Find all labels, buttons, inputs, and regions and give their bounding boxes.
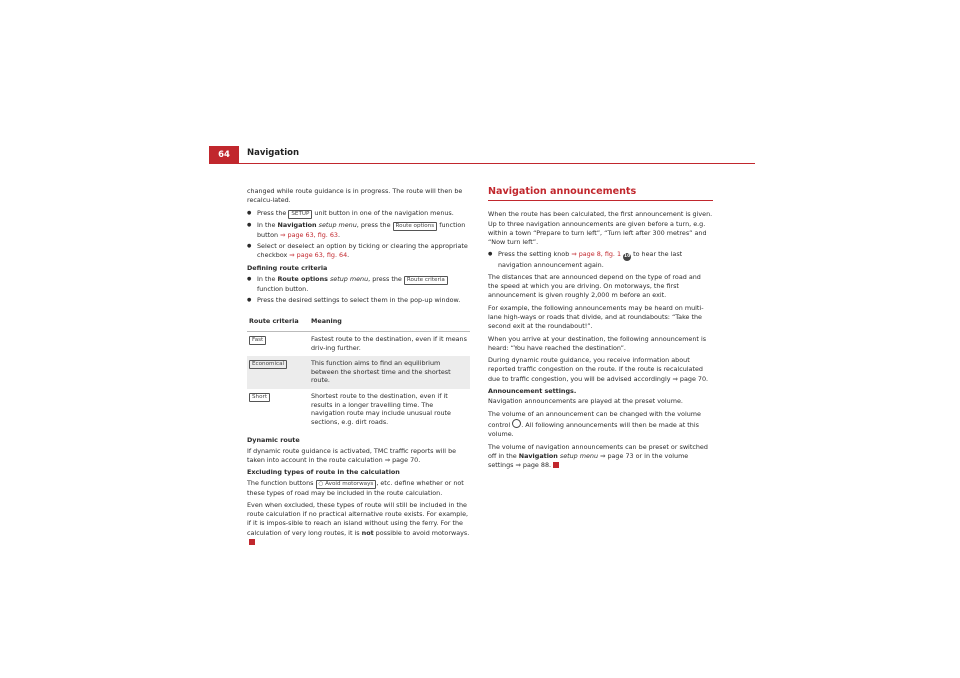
text: . — [347, 251, 350, 260]
text: unit button in one of the navigation menus. — [312, 208, 454, 217]
even-excluded-text — [247, 501, 470, 547]
menu-suffix: setup menu — [557, 451, 599, 460]
table-cell: Fastest route to the destination, even if it means driv-ing further. — [311, 334, 467, 352]
bullet-desired-settings: ● Press the desired settings to select them in the pop-up window. — [247, 296, 470, 305]
example-text: For example, the following announcements may be heard on multi-lane high-ways or roads that divide, and at roundabouts: “Take the second exit at the roundabout!”. — [488, 303, 704, 331]
settings-heading: Announcement settings. — [488, 387, 577, 396]
text: ⇒ page 73 or in the volume settings ⇒ page 88. — [488, 451, 689, 470]
bullet-select-option — [247, 242, 470, 261]
excluding-heading: Excluding types of route in the calculation — [247, 468, 400, 477]
header-divider — [239, 163, 755, 164]
text: Select or deselect an option by ticking or clearing the appropriate checkbox — [257, 241, 468, 260]
menu-suffix: setup menu — [316, 220, 357, 229]
table-row — [247, 331, 470, 356]
text: to hear the last navigation announcement again. — [498, 250, 683, 270]
excluding-text — [247, 479, 470, 498]
short-button[interactable]: Short — [249, 393, 270, 402]
page-title: Navigation — [247, 148, 299, 158]
text: In the — [257, 220, 278, 229]
table-row — [247, 356, 470, 389]
dynamic-guidance-text: During dynamic route guidance, you receive information about reported traffic congestion on the route. If the route is recalculated due to traffic congestion, you will be advised accordingly ⇒ page 70. — [488, 356, 709, 383]
menu-suffix: setup menu — [327, 274, 369, 283]
text: Press the — [257, 208, 289, 217]
text: possible to avoid motorways. — [373, 528, 470, 537]
volume-knob-icon — [512, 419, 521, 428]
text: The volume of an announcement can be changed with the volume control — [488, 409, 701, 429]
heading-divider — [488, 200, 713, 201]
dynamic-text: If dynamic route guidance is activated, TMC traffic reports will be taken into account in the route calculation ⇒ page 70. — [247, 446, 457, 464]
route-criteria-table — [247, 314, 470, 430]
table-header: Meaning — [309, 314, 470, 331]
bullet-route-options — [247, 221, 470, 240]
bullet-route-criteria — [247, 275, 470, 294]
button-label: Avoid motorways — [325, 480, 374, 487]
text: . — [337, 230, 341, 239]
economical-button[interactable]: Economical — [249, 360, 287, 369]
setting-knob-icon: 10 — [624, 254, 631, 260]
emphasis: not — [361, 528, 374, 537]
bullet-setting-knob — [488, 250, 713, 270]
text: Even when excluded, these types of route will still be included in the route calculation if no practical alternative route exists. For example, if it is impos-sible to reach an island without using the ferry. For the calculation of very long routes, it is — [247, 500, 469, 537]
page-header — [209, 146, 755, 164]
dynamic-heading: Dynamic route — [247, 436, 300, 445]
avoid-motorways-button[interactable] — [316, 480, 377, 489]
route-options-button[interactable]: Route options — [393, 222, 438, 231]
left-column — [247, 187, 470, 550]
text: , press the — [368, 274, 404, 283]
table-row — [247, 389, 470, 430]
section-heading: Navigation announcements — [488, 186, 637, 197]
text: . All following announcements will then be made at this volume. — [488, 420, 699, 439]
text: Press the setting knob — [498, 250, 572, 259]
preset-volume-text: Navigation announcements are played at the preset volume. — [488, 397, 683, 406]
menu-name: Navigation — [277, 220, 317, 229]
page-number: 64 — [209, 146, 239, 164]
announcements-text: When the route has been calculated, the first announcement is given. Up to three navigation announcements are given before a turn, e.g. within a town “Prepare to turn left”, “Turn left after 300 metres” and “Now turn left”. — [488, 210, 713, 247]
arrival-text: When you arrive at your destination, the following announcement is heard: “You have reached the destination”. — [488, 334, 707, 352]
text: function button — [257, 220, 466, 239]
distances-text: The distances that are announced depend on the type of road and the speed at which you are driving. On motorways, the first announcement is given roughly 2,000 m before an exit. — [488, 272, 701, 300]
defining-heading: Defining route criteria — [247, 264, 328, 273]
text: The volume of navigation announcements can be preset or switched off in the — [488, 442, 708, 460]
text: , etc. define whether or not these types of road may be included in the route calculation. — [247, 478, 464, 497]
volume-control-text — [488, 410, 713, 440]
right-column — [488, 187, 713, 473]
page-link[interactable]: ⇒ page 63, fig. 63 — [280, 230, 338, 239]
page-link[interactable]: ⇒ page 63, fig. 64 — [289, 251, 348, 260]
intro-text: changed while route guidance is in progress. The route will then be recalcu-lated. — [247, 187, 463, 205]
page-link[interactable]: ⇒ page 8, fig. 1 — [571, 250, 622, 259]
text: In the — [257, 274, 278, 283]
text: , press the — [356, 220, 393, 229]
table-header: Route criteria — [247, 314, 309, 331]
checkbox-icon: ○ — [318, 480, 326, 487]
bullet-press-setup — [247, 209, 470, 219]
setup-button[interactable]: SETUP — [288, 210, 312, 219]
volume-preset-text — [488, 443, 713, 471]
text: function button. — [257, 284, 309, 293]
fast-button[interactable]: Fast — [249, 336, 266, 345]
menu-name: Route options — [277, 274, 328, 283]
table-cell: This function aims to find an equilibrium between the shortest time and the shortest route. — [309, 356, 470, 389]
route-criteria-button[interactable]: Route criteria — [404, 276, 448, 285]
table-cell: Shortest route to the destination, even if it results in a longer travelling time. The navigation route may include unusual route sections, e.g. dirt roads. — [311, 391, 451, 426]
section-end-icon — [553, 462, 559, 468]
section-end-icon — [249, 539, 255, 545]
menu-name: Navigation — [518, 451, 558, 460]
text: The function buttons — [247, 478, 316, 487]
